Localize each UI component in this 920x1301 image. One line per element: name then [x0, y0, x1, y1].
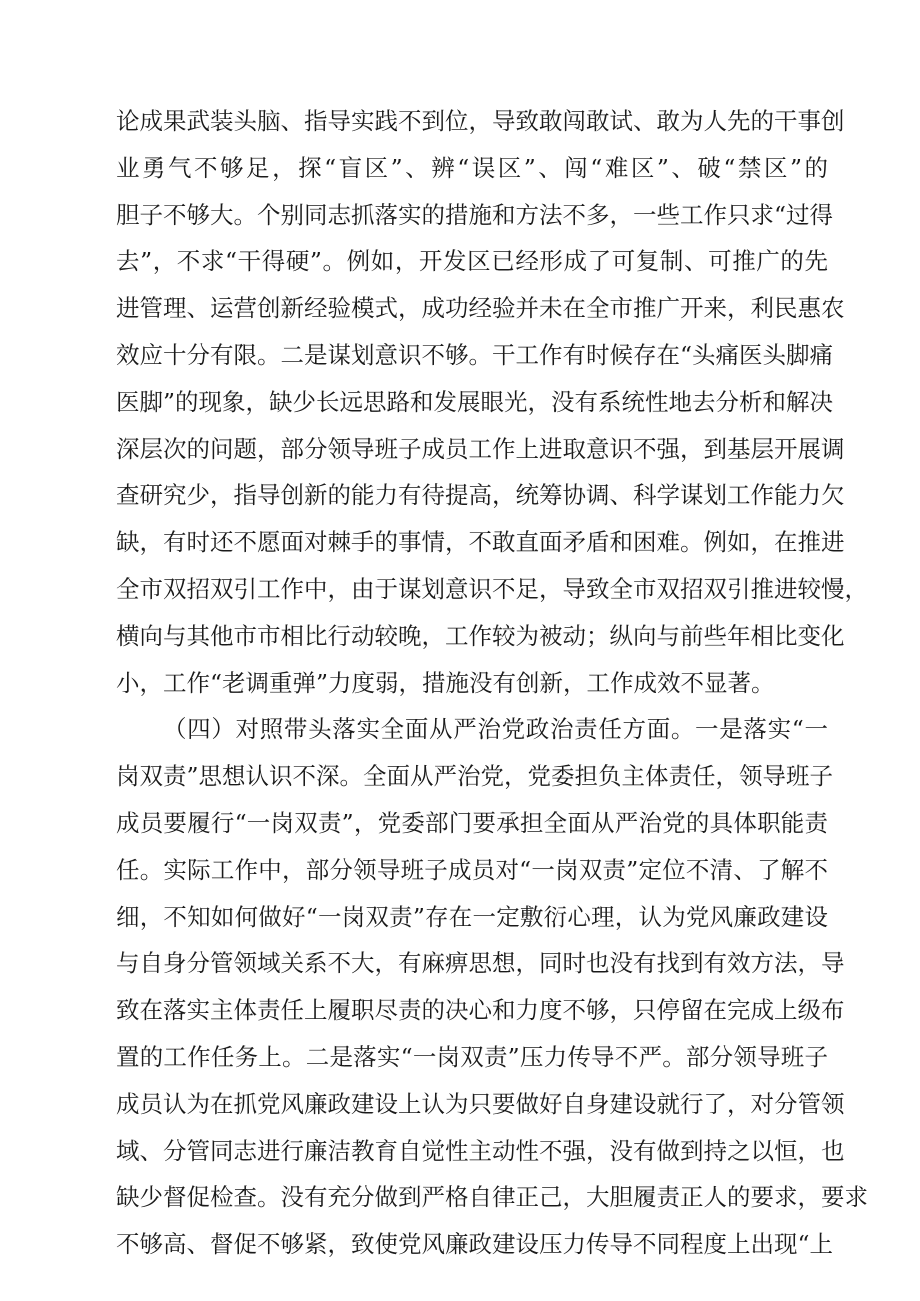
text-line: 去”，不求“干得硬”。例如，开发区已经形成了可复制、可推广的先	[116, 247, 828, 276]
text-line: 不够高、督促不够紧，致使党风廉政建设压力传导不同程度上出现“上	[116, 1230, 834, 1259]
text-line: 缺少督促检查。没有充分做到严格自律正己，大胆履责正人的要求，要求	[116, 1183, 868, 1212]
text-line: 查研究少，指导创新的能力有待提高，统筹协调、科学谋划工作能力欠	[116, 481, 845, 510]
text-line: 论成果武装头脑、指导实践不到位，导致敢闯敢试、敢为人先的干事创	[116, 107, 845, 135]
section-heading-line: （四）对照带头落实全面从严治党政治责任方面。一是落实“一	[163, 715, 828, 744]
text-line: 胆子不够大。个别同志抓落实的措施和方法不多，一些工作只求“过得	[116, 200, 834, 229]
text-line: 进管理、运营创新经验模式，成功经验并未在全市推广开来，利民惠农	[116, 294, 845, 323]
text-line: 深层次的问题，部分领导班子成员工作上进取意识不强，到基层开展调	[116, 434, 845, 463]
text-line: 岗双责”思想认识不深。全面从严治党，党委担负主体责任，领导班子	[116, 762, 834, 791]
text-line: 域、分管同志进行廉洁教育自觉性主动性不强，没有做到持之以恒，也	[116, 1136, 845, 1165]
text-line: 置的工作任务上。二是落实“一岗双责”压力传导不严。部分领导班子	[116, 1042, 828, 1071]
text-line: 成员认为在抓党风廉政建设上认为只要做好自身建设就行了，对分管领	[116, 1089, 845, 1118]
text-line: 细，不知如何做好“一岗双责”存在一定敷衍心理，认为党风廉政建设	[116, 902, 828, 931]
body-text	[116, 98, 868, 1268]
text-line: 横向与其他市市相比行动较晚，工作较为被动；纵向与前些年相比变化	[116, 621, 845, 650]
text-line: 致在落实主体责任上履职尽责的决心和力度不够，只停留在完成上级布	[116, 996, 845, 1025]
text-line: 任。实际工作中，部分领导班子成员对“一岗双责”定位不清、了解不	[116, 855, 828, 884]
text-line: 效应十分有限。二是谋划意识不够。干工作有时候存在“头痛医头脚痛	[116, 340, 834, 369]
text-line: 全市双招双引工作中，由于谋划意识不足，导致全市双招双引推进较慢，	[116, 574, 868, 603]
text-line: 缺，有时还不愿面对棘手的事情，不敢直面矛盾和困难。例如，在推进	[116, 528, 845, 557]
text-line: 与自身分管领域关系不大，有麻痹思想，同时也没有找到有效方法，导	[116, 949, 845, 978]
text-line: 医脚”的现象，缺少长远思路和发展眼光，没有系统性地去分析和解决	[116, 387, 834, 416]
text-line: 成员要履行“一岗双责”，党委部门要承担全面从严治党的具体职能责	[116, 808, 828, 837]
text-line: 业勇气不够足，探“盲区”、辨“误区”、闯“难区”、破“禁区”的	[116, 153, 828, 182]
paragraph-last-line: 小，工作“老调重弹”力度弱，措施没有创新，工作成效不显著。	[116, 668, 775, 697]
